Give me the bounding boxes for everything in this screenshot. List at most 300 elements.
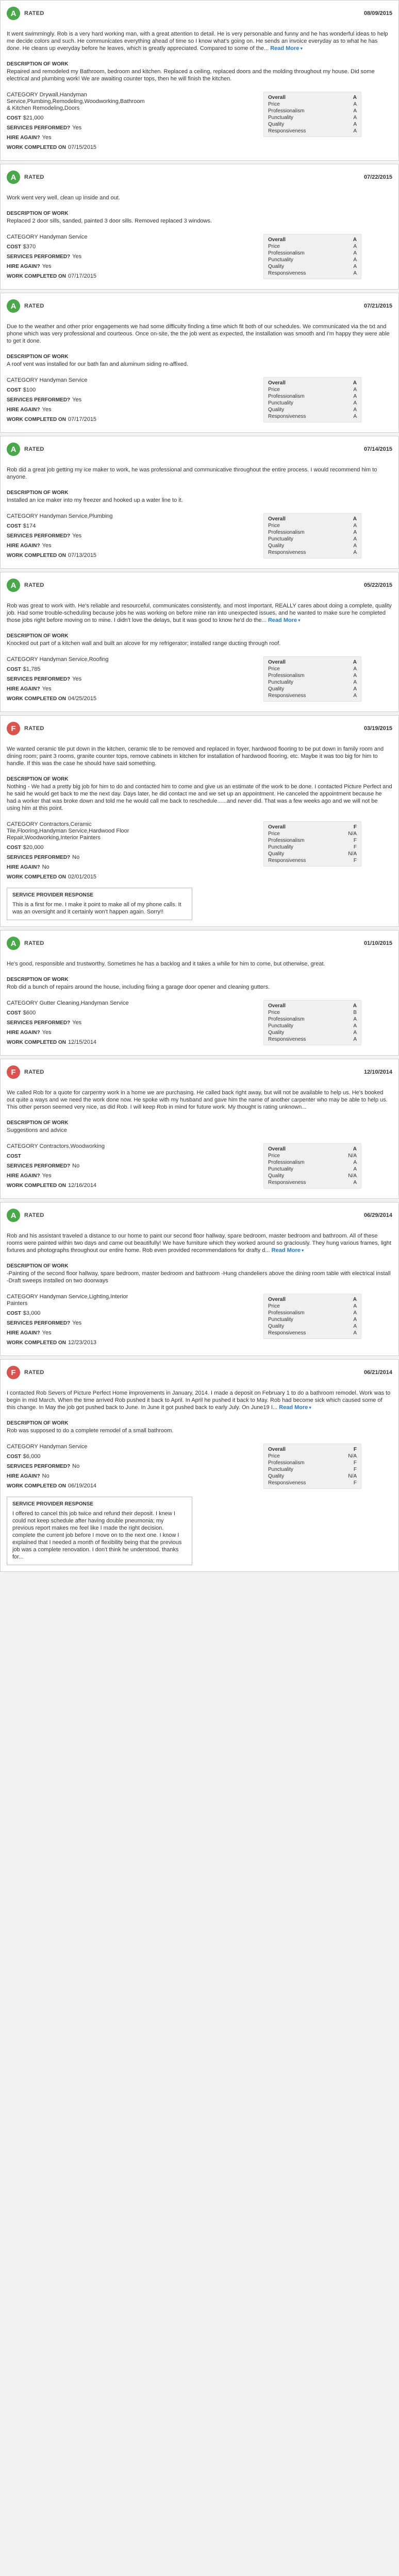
- rating-summary: [7, 7, 44, 20]
- rating-name: Price: [268, 244, 280, 249]
- rating-name: Responsiveness: [268, 693, 306, 699]
- chevron-down-icon[interactable]: ▾: [309, 1405, 311, 1410]
- rating-grade: N/A: [348, 1173, 357, 1179]
- rating-grade: A: [353, 407, 357, 413]
- work-description: Rob did a bunch of repairs around the house, including fixing a garage door opener and cleaning gutters.: [7, 984, 270, 990]
- cost-label: COST: [7, 523, 21, 529]
- rating-row-responsiveness: [268, 857, 357, 864]
- rating-grade: A: [353, 1016, 357, 1022]
- rating-grade: A: [353, 530, 357, 535]
- completed-value: 12/23/2013: [68, 1340, 97, 1346]
- category-value: Contractors,Woodworking: [39, 1143, 105, 1149]
- rating-name: Punctuality: [268, 680, 293, 685]
- completed-label: WORK COMPLETED ON: [7, 1183, 66, 1189]
- services-field: [7, 125, 136, 131]
- review-header: [7, 442, 392, 457]
- rating-row-punctuality: [268, 679, 357, 686]
- hire_again-field: [7, 1473, 136, 1480]
- rating-name: Punctuality: [268, 1166, 293, 1172]
- hire_again-field: [7, 686, 136, 692]
- review-header: [7, 936, 392, 951]
- rating-row-professionalism: [268, 672, 357, 679]
- rating-row-punctuality: [268, 1316, 357, 1323]
- review-body: We called Rob for a quote for carpentry work in a home we are purchasing. He called back right away, but will not be available to help us. He's booked out quite a ways and we need the work done now. He spoke with my husband and gave him the name of another carpenter who may be able to help us. This other person seemed very nice, as did Rob. I will keep Rob in mind for future work. My thought is rating unknown...: [7, 1090, 388, 1110]
- rated-label: RATED: [24, 940, 44, 946]
- cost-value: $21,000: [23, 115, 44, 121]
- review-date: 12/10/2014: [363, 1069, 392, 1075]
- read-more-link[interactable]: Read More: [279, 1404, 308, 1411]
- review-details: [7, 92, 392, 154]
- rating-grade: A: [353, 686, 357, 692]
- services-field: [7, 854, 136, 861]
- category-field: [7, 1294, 136, 1307]
- rating-grade: A: [353, 1146, 357, 1152]
- review-details: [7, 234, 392, 283]
- rating-row-quality: [268, 263, 357, 270]
- ratings-table: [263, 234, 361, 279]
- rating-name: Responsiveness: [268, 1480, 306, 1486]
- rating-name: Professionalism: [268, 1310, 305, 1316]
- services-field: [7, 1463, 136, 1470]
- hire_again-label: HIRE AGAIN?: [7, 135, 40, 141]
- cost-field: [7, 844, 136, 851]
- chevron-down-icon[interactable]: ▾: [298, 618, 301, 623]
- rating-grade: N/A: [348, 1453, 357, 1459]
- ratings-table: [263, 1444, 361, 1489]
- completed-value: 12/16/2014: [68, 1182, 97, 1189]
- rating-grade: A: [353, 1166, 357, 1172]
- review-facts: [7, 1000, 136, 1049]
- cost-field: [7, 666, 136, 673]
- hire_again-value: Yes: [42, 263, 52, 269]
- cost-value: $600: [23, 1010, 36, 1016]
- rating-name: Overall: [268, 95, 286, 100]
- rating-name: Overall: [268, 237, 286, 243]
- work-description: A roof vent was installed for our bath fan and aluminum siding re-affixed.: [7, 361, 188, 367]
- completed-label: WORK COMPLETED ON: [7, 417, 66, 422]
- rating-name: Punctuality: [268, 257, 293, 263]
- rating-row-overall: [268, 1003, 357, 1009]
- category-label: CATEGORY: [7, 656, 38, 663]
- completed-field: [7, 144, 136, 151]
- rating-grade: A: [353, 257, 357, 263]
- services-value: Yes: [72, 1020, 82, 1026]
- rating-grade: A: [353, 101, 357, 107]
- rating-name: Punctuality: [268, 844, 293, 850]
- rating-row-punctuality: [268, 536, 357, 543]
- review-text: [7, 323, 392, 345]
- description-of-work-label: DESCRIPTION OF WORK: [7, 490, 69, 496]
- rating-row-overall: [268, 1446, 357, 1453]
- category-label: CATEGORY: [7, 1444, 38, 1450]
- rating-grade: A: [353, 387, 357, 393]
- work-description: Suggestions and advice: [7, 1127, 67, 1133]
- category-value: Handyman Service: [39, 377, 88, 383]
- services-value: Yes: [72, 533, 82, 539]
- rating-grade: N/A: [348, 851, 357, 857]
- rating-row-overall: [268, 1296, 357, 1303]
- rating-name: Price: [268, 387, 280, 393]
- rating-summary: [7, 299, 44, 313]
- review-header: [7, 298, 392, 314]
- rating-row-price: [268, 243, 357, 250]
- rating-grade: A: [353, 666, 357, 672]
- rating-name: Price: [268, 1010, 280, 1015]
- rating-grade: A: [353, 122, 357, 127]
- services-label: SERVICES PERFORMED?: [7, 254, 71, 260]
- rating-grade: A: [353, 1180, 357, 1185]
- completed-value: 07/17/2015: [68, 273, 97, 279]
- hire_again-field: [7, 543, 136, 549]
- grade-badge: A: [7, 7, 20, 20]
- review-body: Rob and his assistant traveled a distance to our home to paint our second floor hallway, spare bedroom, master bedroom and bathroom. All of these rooms were painted within two days and came out beautifully! We have furniture which they worked around so graciously. They hung various frames, light fixtures and photographs throughout our entire home. Rob even provided recommendations for drafty d...: [7, 1233, 391, 1253]
- rating-grade: N/A: [348, 831, 357, 837]
- rated-label: RATED: [24, 725, 44, 732]
- rating-name: Punctuality: [268, 115, 293, 121]
- rating-grade: A: [353, 1317, 357, 1323]
- category-label: CATEGORY: [7, 1294, 38, 1300]
- category-field: [7, 92, 145, 112]
- review-header: [7, 1064, 392, 1080]
- category-field: [7, 656, 136, 663]
- rating-grade: A: [353, 108, 357, 114]
- rating-row-price: [268, 1303, 357, 1310]
- provider-response-title: SERVICE PROVIDER RESPONSE: [12, 1501, 94, 1507]
- cost-value: $100: [23, 387, 36, 393]
- rating-row-responsiveness: [268, 270, 357, 277]
- rated-label: RATED: [24, 174, 44, 180]
- rating-row-punctuality: [268, 400, 357, 406]
- rating-row-professionalism: [268, 393, 357, 400]
- rating-row-professionalism: [268, 1310, 357, 1316]
- hire_again-field: [7, 406, 136, 413]
- rating-summary: [7, 937, 44, 950]
- hire_again-field: [7, 263, 136, 270]
- rating-row-price: [268, 666, 357, 672]
- rated-label: RATED: [24, 1369, 44, 1376]
- rating-row-quality: [268, 1173, 357, 1179]
- completed-label: WORK COMPLETED ON: [7, 696, 66, 702]
- category-field: [7, 821, 136, 841]
- rating-row-responsiveness: [268, 1330, 357, 1336]
- review-text: [7, 602, 392, 624]
- rating-name: Overall: [268, 1146, 286, 1152]
- completed-label: WORK COMPLETED ON: [7, 874, 66, 880]
- rating-name: Professionalism: [268, 1160, 305, 1165]
- review-body: I contacted Rob Severs of Picture Perfect Home improvements in January, 2014. I made a deposit on February 1 to do a bathroom remodel. Work was to begin in mid March. When the time arrived Rob pushed it back to April. In April he pushed it back to May. Rob had become sick which caused some of this change. In May the job got pushed back to June. In June it got pushed back to early July. On June19 I...: [7, 1390, 391, 1411]
- review-card: [0, 1359, 399, 1572]
- review-details: [7, 1444, 392, 1565]
- completed-label: WORK COMPLETED ON: [7, 274, 66, 279]
- services-value: Yes: [72, 397, 82, 403]
- rating-name: Professionalism: [268, 394, 305, 399]
- grade-badge: A: [7, 937, 20, 950]
- rating-name: Punctuality: [268, 1317, 293, 1323]
- ratings-table: [263, 92, 361, 137]
- rating-name: Overall: [268, 380, 286, 386]
- rating-name: Responsiveness: [268, 1180, 306, 1185]
- review-header: [7, 721, 392, 736]
- hire_again-value: Yes: [42, 1029, 52, 1036]
- cost-label: COST: [7, 667, 21, 672]
- rating-name: Responsiveness: [268, 270, 306, 276]
- rating-row-punctuality: [268, 1466, 357, 1473]
- ratings-table: [263, 377, 361, 422]
- rating-name: Punctuality: [268, 1467, 293, 1472]
- ratings-table: [263, 513, 361, 558]
- rating-summary: [7, 1209, 44, 1222]
- read-more-link[interactable]: Read More: [270, 45, 300, 52]
- services-label: SERVICES PERFORMED?: [7, 533, 71, 539]
- category-value: Handyman Service: [39, 234, 88, 240]
- review-card: [0, 436, 399, 569]
- rated-label: RATED: [24, 1069, 44, 1075]
- rating-grade: F: [353, 858, 357, 863]
- services-value: No: [72, 1163, 80, 1169]
- rating-grade: A: [353, 270, 357, 276]
- rating-name: Price: [268, 1303, 280, 1309]
- services-field: [7, 676, 136, 683]
- rated-label: RATED: [24, 303, 44, 309]
- rating-row-responsiveness: [268, 413, 357, 420]
- rating-row-price: [268, 386, 357, 393]
- completed-value: 07/15/2015: [68, 144, 97, 150]
- hire_again-value: No: [42, 864, 49, 870]
- review-body: Rob was great to work with. He's reliable and resourceful, communicates consistently, and most important, REALLY cares about doing a complete, quality job. Had some trouble-scheduling because jobs he was working on before mine ran into unexpected issues, and he wanted to make sure he completed those jobs right before moving on to mine. I didn't love the delays, but it was good to know he'd do the...: [7, 603, 392, 623]
- rating-grade: A: [353, 380, 357, 386]
- rating-name: Professionalism: [268, 250, 305, 256]
- rating-row-punctuality: [268, 257, 357, 263]
- category-field: [7, 234, 136, 241]
- rating-row-price: [268, 1453, 357, 1460]
- review-date: 05/22/2015: [363, 582, 392, 588]
- review-date: 07/21/2015: [363, 303, 392, 309]
- hire_again-value: Yes: [42, 686, 52, 692]
- rating-name: Quality: [268, 264, 285, 269]
- cost-value: $174: [23, 523, 36, 529]
- rating-grade: A: [353, 693, 357, 699]
- rating-row-professionalism: [268, 1016, 357, 1023]
- rating-grade: A: [353, 1303, 357, 1309]
- rating-row-price: [268, 1009, 357, 1016]
- review-details: [7, 377, 392, 426]
- review-body: Work went very well, clean up inside and out.: [7, 195, 120, 201]
- rating-grade: F: [353, 1460, 357, 1466]
- cost-value: $1,785: [23, 666, 41, 672]
- completed-field: [7, 416, 136, 423]
- grade-badge: F: [7, 1065, 20, 1079]
- review-text: [7, 1089, 392, 1111]
- rating-name: Professionalism: [268, 1016, 305, 1022]
- rating-name: Professionalism: [268, 108, 305, 114]
- completed-field: [7, 1182, 136, 1189]
- review-details: [7, 513, 392, 562]
- provider-response-text: This is a first for me. I make it point to make all of my phone calls. It was an oversight and it certainly won't happen again. Sorry!!: [12, 902, 181, 915]
- chevron-down-icon[interactable]: ▾: [300, 46, 303, 51]
- rating-name: Overall: [268, 659, 286, 665]
- rating-name: Professionalism: [268, 673, 305, 679]
- read-more-link[interactable]: Read More: [268, 617, 297, 623]
- review-body: Rob did a great job getting my ice maker to work, he was professional and communicative throughout the entire process. I would recommend him to anyone.: [7, 467, 377, 480]
- rating-grade: A: [353, 400, 357, 406]
- review-text: [7, 1389, 392, 1411]
- category-field: [7, 377, 136, 384]
- rated-label: RATED: [24, 10, 44, 16]
- review-date: 07/22/2015: [363, 174, 392, 180]
- rating-summary: [7, 443, 44, 456]
- rating-grade: A: [353, 523, 357, 529]
- rating-row-quality: [268, 686, 357, 692]
- rating-row-quality: [268, 1323, 357, 1330]
- review-header: [7, 6, 392, 21]
- description-of-work-label: DESCRIPTION OF WORK: [7, 1263, 69, 1269]
- work-description: Nothing - We had a pretty big job for him to do and contacted him to come and give us an estimate of the work to be done. I contacted Picture Perfect and he said he would get back to me the next day. Days later, he did contact me and we set up an appointment. He canceled the appointment because he had a worker that was broke down and told me he would call me back to reschedule......and never did. That was a few weeks ago and we will not be using him at this point.: [7, 784, 392, 811]
- work-description: -Painting of the second floor hallway, spare bedroom, master bedroom and bathroom -Hung chandeliers above the dining room table with electrical install -Draft sweeps installed on two doorways: [7, 1270, 391, 1284]
- category-value: Gutter Cleaning,Handyman Service: [39, 1000, 129, 1006]
- rating-grade: F: [353, 844, 357, 850]
- work-description: Rob was supposed to do a complete remodel of a small bathroom.: [7, 1428, 174, 1434]
- cost-value: $3,000: [23, 1310, 41, 1316]
- rating-row-punctuality: [268, 844, 357, 851]
- review-body: He's good, responsible and trustworthy. Sometimes he has a backlog and it takes a while for him to come, but otherwise, great.: [7, 961, 325, 967]
- category-label: CATEGORY: [7, 821, 38, 827]
- hire_again-label: HIRE AGAIN?: [7, 865, 40, 870]
- hire_again-value: Yes: [42, 1330, 52, 1336]
- rating-row-price: [268, 1153, 357, 1159]
- rating-grade: A: [353, 1160, 357, 1165]
- rated-label: RATED: [24, 582, 44, 588]
- category-value: Handyman Service,Roofing: [39, 656, 109, 663]
- rating-name: Responsiveness: [268, 1037, 306, 1042]
- cost-label: COST: [7, 244, 21, 250]
- hire_again-value: Yes: [42, 134, 52, 141]
- hire_again-field: [7, 134, 136, 141]
- work-description: Replaced 2 door sills, sanded, painted 3 door sills. Removed replaced 3 windows.: [7, 218, 212, 224]
- rating-row-overall: [268, 94, 357, 101]
- rating-name: Punctuality: [268, 400, 293, 406]
- services-label: SERVICES PERFORMED?: [7, 855, 71, 860]
- grade-badge: F: [7, 1366, 20, 1379]
- rating-summary: [7, 722, 44, 735]
- review-details: [7, 656, 392, 705]
- provider-response: [7, 1497, 192, 1565]
- rating-row-punctuality: [268, 1166, 357, 1173]
- rating-grade: A: [353, 115, 357, 121]
- cost-label: COST: [7, 115, 21, 121]
- rated-label: RATED: [24, 1212, 44, 1218]
- rating-name: Professionalism: [268, 1460, 305, 1466]
- review-text: [7, 194, 392, 201]
- cost-label: COST: [7, 1311, 21, 1316]
- cost-label: COST: [7, 1010, 21, 1016]
- chevron-down-icon[interactable]: ▾: [301, 1248, 304, 1253]
- rating-name: Price: [268, 523, 280, 529]
- services-value: Yes: [72, 253, 82, 260]
- rating-row-responsiveness: [268, 1036, 357, 1043]
- rating-row-responsiveness: [268, 1179, 357, 1186]
- cost-label: COST: [7, 387, 21, 393]
- hire_again-label: HIRE AGAIN?: [7, 1030, 40, 1036]
- hire_again-value: Yes: [42, 543, 52, 549]
- cost-field: [7, 1453, 136, 1460]
- rating-row-price: [268, 831, 357, 837]
- grade-badge: A: [7, 299, 20, 313]
- category-value: Handyman Service,Lighting,Interior Painters: [7, 1294, 128, 1307]
- review-card: [0, 293, 399, 433]
- review-date: 01/10/2015: [363, 940, 392, 946]
- rating-grade: A: [353, 1003, 357, 1009]
- review-card: [0, 715, 399, 927]
- description-of-work-label: DESCRIPTION OF WORK: [7, 1420, 69, 1426]
- review-date: 08/09/2015: [363, 10, 392, 16]
- rating-grade: F: [353, 1467, 357, 1472]
- grade-badge: A: [7, 171, 20, 184]
- rating-name: Professionalism: [268, 530, 305, 535]
- description-of-work-label: DESCRIPTION OF WORK: [7, 977, 69, 982]
- services-value: Yes: [72, 125, 82, 131]
- rating-grade: A: [353, 1023, 357, 1029]
- rating-name: Quality: [268, 686, 285, 692]
- ratings-table: [263, 656, 361, 702]
- services-field: [7, 1163, 136, 1170]
- category-label: CATEGORY: [7, 377, 38, 383]
- description-of-work-label: DESCRIPTION OF WORK: [7, 776, 69, 782]
- rating-grade: A: [353, 95, 357, 100]
- rating-name: Responsiveness: [268, 1330, 306, 1336]
- services-field: [7, 397, 136, 403]
- completed-field: [7, 696, 136, 702]
- rating-row-professionalism: [268, 250, 357, 257]
- category-field: [7, 1143, 136, 1150]
- rating-name: Overall: [268, 516, 286, 522]
- rating-summary: [7, 1065, 44, 1079]
- rating-name: Price: [268, 1153, 280, 1159]
- completed-field: [7, 1340, 136, 1346]
- rating-row-quality: [268, 851, 357, 857]
- rating-name: Overall: [268, 824, 286, 830]
- description-of-work-label: DESCRIPTION OF WORK: [7, 1120, 69, 1126]
- services-field: [7, 1320, 136, 1327]
- hire_again-field: [7, 1029, 136, 1036]
- review-details: [7, 1000, 392, 1049]
- hire_again-label: HIRE AGAIN?: [7, 407, 40, 413]
- completed-label: WORK COMPLETED ON: [7, 553, 66, 558]
- provider-response: [7, 888, 192, 920]
- hire_again-value: Yes: [42, 406, 52, 413]
- review-facts: [7, 92, 145, 154]
- rating-row-overall: [268, 659, 357, 666]
- review-header: [7, 1365, 392, 1380]
- rating-grade: A: [353, 250, 357, 256]
- rating-row-overall: [268, 516, 357, 522]
- completed-label: WORK COMPLETED ON: [7, 145, 66, 150]
- rating-name: Responsiveness: [268, 128, 306, 134]
- rating-grade: A: [353, 394, 357, 399]
- rating-grade: A: [353, 264, 357, 269]
- review-facts: [7, 821, 181, 920]
- cost-value: $20,000: [23, 844, 44, 851]
- rating-name: Responsiveness: [268, 858, 306, 863]
- review-details: [7, 1143, 392, 1192]
- services-field: [7, 533, 136, 539]
- rating-name: Price: [268, 101, 280, 107]
- category-field: [7, 1000, 136, 1007]
- completed-field: [7, 552, 136, 559]
- review-body: We wanted ceramic tile put down in the kitchen, ceramic tile to be removed and replaced in foyer, hardwood flooring to be put down in family room and dining room; paint 3 rooms, granite counter tops, remove cabinets in kitchen for installation of hardwood flooring, etc. Maybe it was too big for him to handle. If this was the case he should have said something.: [7, 746, 384, 767]
- rating-grade: B: [353, 1010, 357, 1015]
- read-more-link[interactable]: Read More: [271, 1247, 301, 1253]
- rating-summary: [7, 579, 44, 592]
